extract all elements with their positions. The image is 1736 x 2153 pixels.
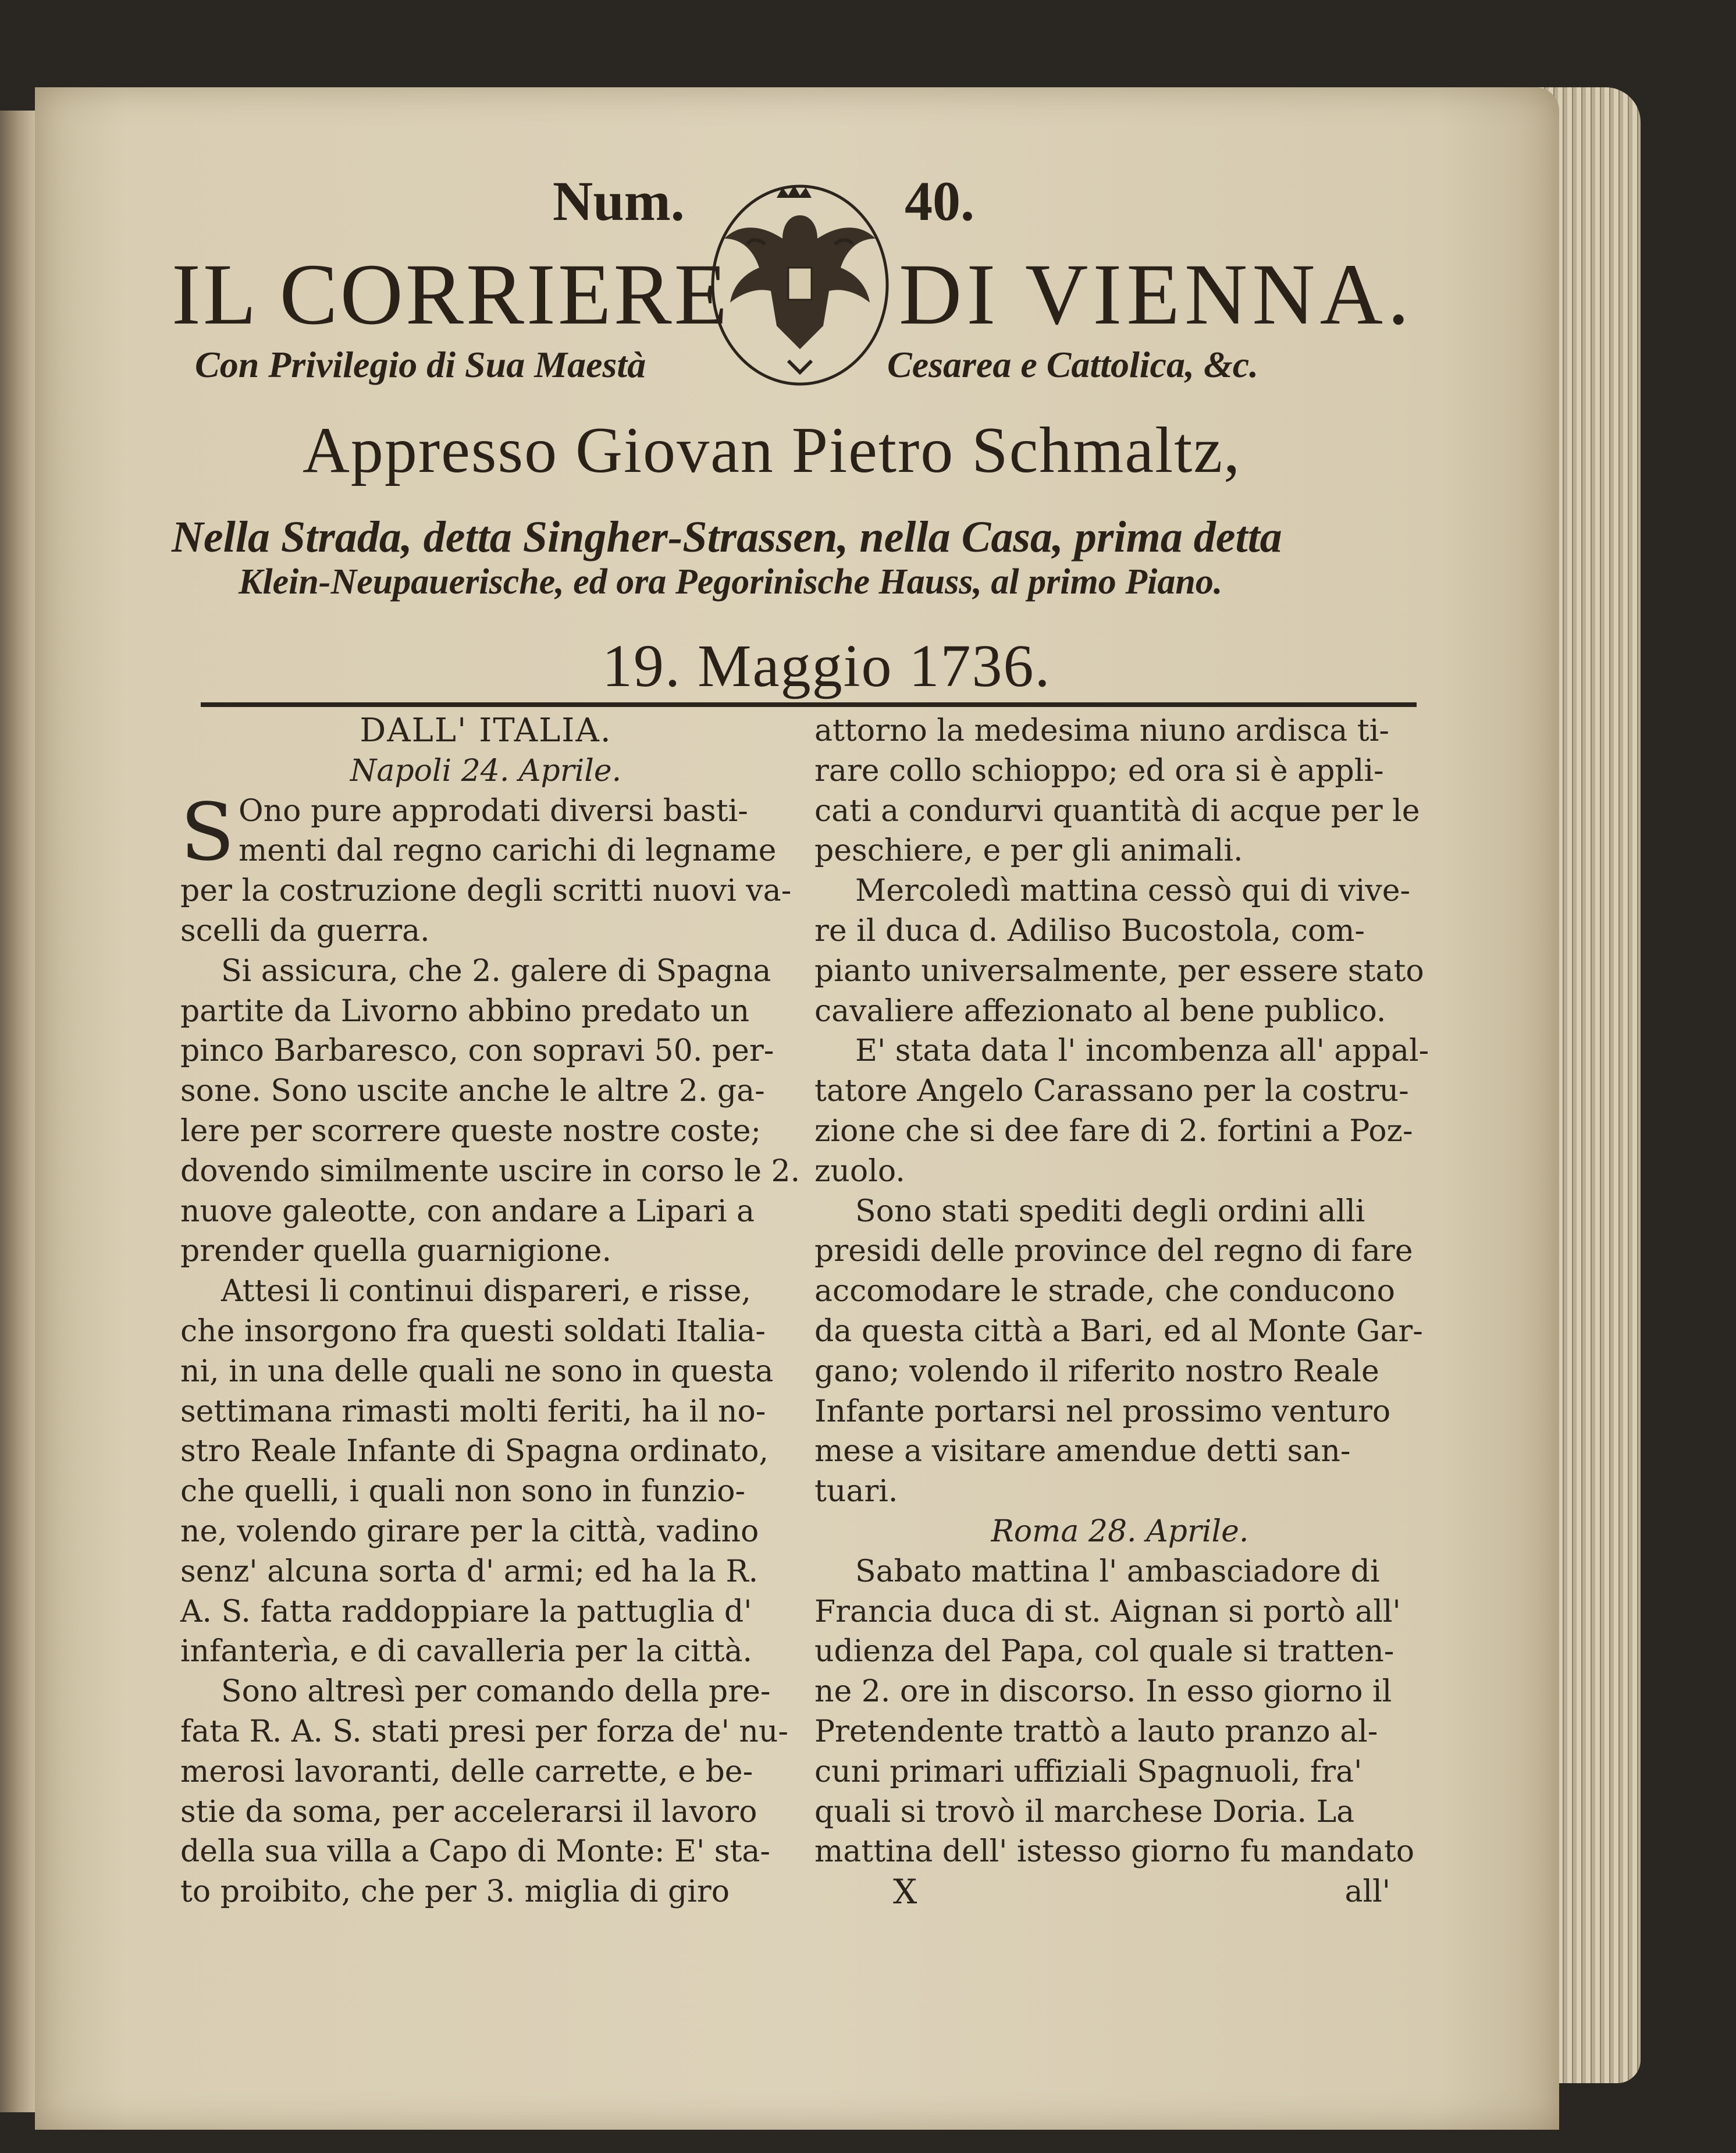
text-line: Infante portarsi nel prossimo venturo [814,1394,1391,1429]
text-line: Si assicura, che 2. galere di Spagna [221,953,771,989]
dateline-napoli: Napoli 24. Aprile. [350,753,622,788]
right-column [814,711,1429,1912]
text-line: lere per scorrere queste nostre coste; [180,1113,762,1149]
text-line: gano; volendo il riferito nostro Reale [814,1353,1379,1389]
text-line: da questa città a Bari, ed al Monte Gar- [814,1313,1423,1349]
text-line: presidi delle province del regno di fare [814,1234,1413,1269]
imperial-eagle-emblem-icon [701,175,899,390]
text-line: stro Reale Infante di Spagna ordinato, [180,1434,769,1469]
text-line: accomodare le strade, che conducono [814,1274,1395,1309]
text-line: E' stata data l' incombenza all' appal- [855,1033,1429,1069]
book-gutter [0,111,35,2112]
title-left: IL CORRIERE [172,246,730,343]
printer-line: Appresso Giovan Pietro Schmaltz, [303,414,1241,486]
text-line: ni, in una delle quali ne sono in questa [180,1353,774,1389]
text-line: Sono stati spediti degli ordini alli [855,1193,1365,1229]
dateline-roma: Roma 28. Aprile. [991,1514,1249,1549]
text-line: per la costruzione degli scritti nuovi va- [180,873,792,909]
text-line: pinco Barbaresco, con sopravi 50. per- [180,1033,774,1069]
text-line: senz' alcuna sorta d' armi; ed ha la R. [180,1554,759,1589]
text-line: Pretendente trattò a lauto pranzo al- [814,1714,1378,1749]
privilege-left: Con Privilegio di Sua Maestà [195,344,646,385]
text-line: quali si trovò il marchese Doria. La [814,1794,1355,1829]
text-line: menti dal regno carichi di legname [239,833,777,869]
address-line-1: Nella Strada, detta Singher-Strassen, nella Casa, prima detta [172,513,1282,562]
text-line: infanterìa, e di cavalleria per la città. [180,1634,753,1669]
text-line: pianto universalmente, per essere stato [814,953,1424,989]
text-line: peschiere, e per gli animali. [814,833,1243,869]
text-line: partite da Livorno abbino predato un [180,993,750,1029]
text-line: rare collo schioppo; ed ora si è appli- [814,753,1384,788]
text-line: prender quella guarnigione. [180,1234,611,1269]
catchword: all' [1344,1874,1390,1910]
text-line: Ono pure approdati diversi basti- [239,793,748,829]
section-heading: DALL' ITALIA. [360,712,612,749]
text-line: A. S. fatta raddoppiare la pattuglia d' [180,1594,752,1629]
signature-mark: X [893,1872,917,1912]
text-line: della sua villa a Capo di Monte: E' sta- [180,1834,770,1870]
text-line: zione che si dee fare di 2. fortini a Poz- [814,1113,1413,1149]
issue-number-value: 40. [905,170,974,232]
header-rule [201,702,1417,707]
text-line: scelli da guerra. [180,913,430,948]
text-line: tuari. [814,1474,898,1509]
text-line: che quelli, i quali non sono in funzio- [180,1474,746,1509]
text-line: Mercoledì mattina cessò qui di vive- [855,873,1411,909]
text-line: mattina dell' istesso giorno fu mandato [814,1834,1415,1870]
text-line: stie da soma, per accelerarsi il lavoro [180,1794,757,1829]
text-line: cavaliere affezionato al bene publico. [814,993,1386,1029]
text-line: ne, volendo girare per la città, vadino [180,1514,759,1549]
text-line: Sabato mattina l' ambasciadore di [855,1554,1380,1589]
left-column [180,711,801,1912]
text-line: cati a condurvi quantità di acque per le [814,793,1420,829]
text-line: Sono altresì per comando della pre- [221,1674,771,1710]
text-line: zuolo. [814,1153,905,1189]
privilege-right: Cesarea e Cattolica, &c. [887,344,1259,385]
text-line: Attesi li continui dispareri, e risse, [221,1274,751,1309]
text-line: udienza del Papa, col quale si tratten- [814,1634,1395,1669]
text-line: merosi lavoranti, delle carrette, e be- [180,1754,753,1789]
text-line: attorno la medesima niuno ardisca ti- [814,713,1389,748]
text-line: nuove galeotte, con andare a Lipari a [180,1193,755,1229]
text-line: mese a visitare amendue detti san- [814,1434,1351,1469]
text-line: cuni primari uffiziali Spagnuoli, fra' [814,1754,1363,1789]
title-right: DI VIENNA. [899,246,1414,343]
text-line: settimana rimasti molti feriti, ha il no- [180,1394,766,1429]
text-line: fata R. A. S. stati presi per forza de' nu- [180,1714,788,1749]
drop-cap: S [180,786,235,879]
text-line: tatore Angelo Carassano per la costru- [814,1074,1409,1109]
text-line: re il duca d. Adiliso Bucostola, com- [814,913,1365,948]
text-line: dovendo similmente uscire in corso le 2. [180,1153,801,1189]
issue-number-label: Num. [553,170,685,232]
text-line: Francia duca di st. Aignan si portò all' [814,1594,1401,1629]
text-line: to proibito, che per 3. miglia di giro [180,1874,730,1910]
address-line-2: Klein-Neupauerische, ed ora Pegorinische Hauss, al primo Piano. [239,562,1223,602]
text-line: sone. Sono uscite anche le altre 2. ga- [180,1074,765,1109]
text-line: che insorgono fra questi soldati Italia- [180,1313,766,1349]
issue-date: 19. Maggio 1736. [602,633,1051,699]
text-line: ne 2. ore in discorso. In esso giorno il [814,1674,1392,1710]
